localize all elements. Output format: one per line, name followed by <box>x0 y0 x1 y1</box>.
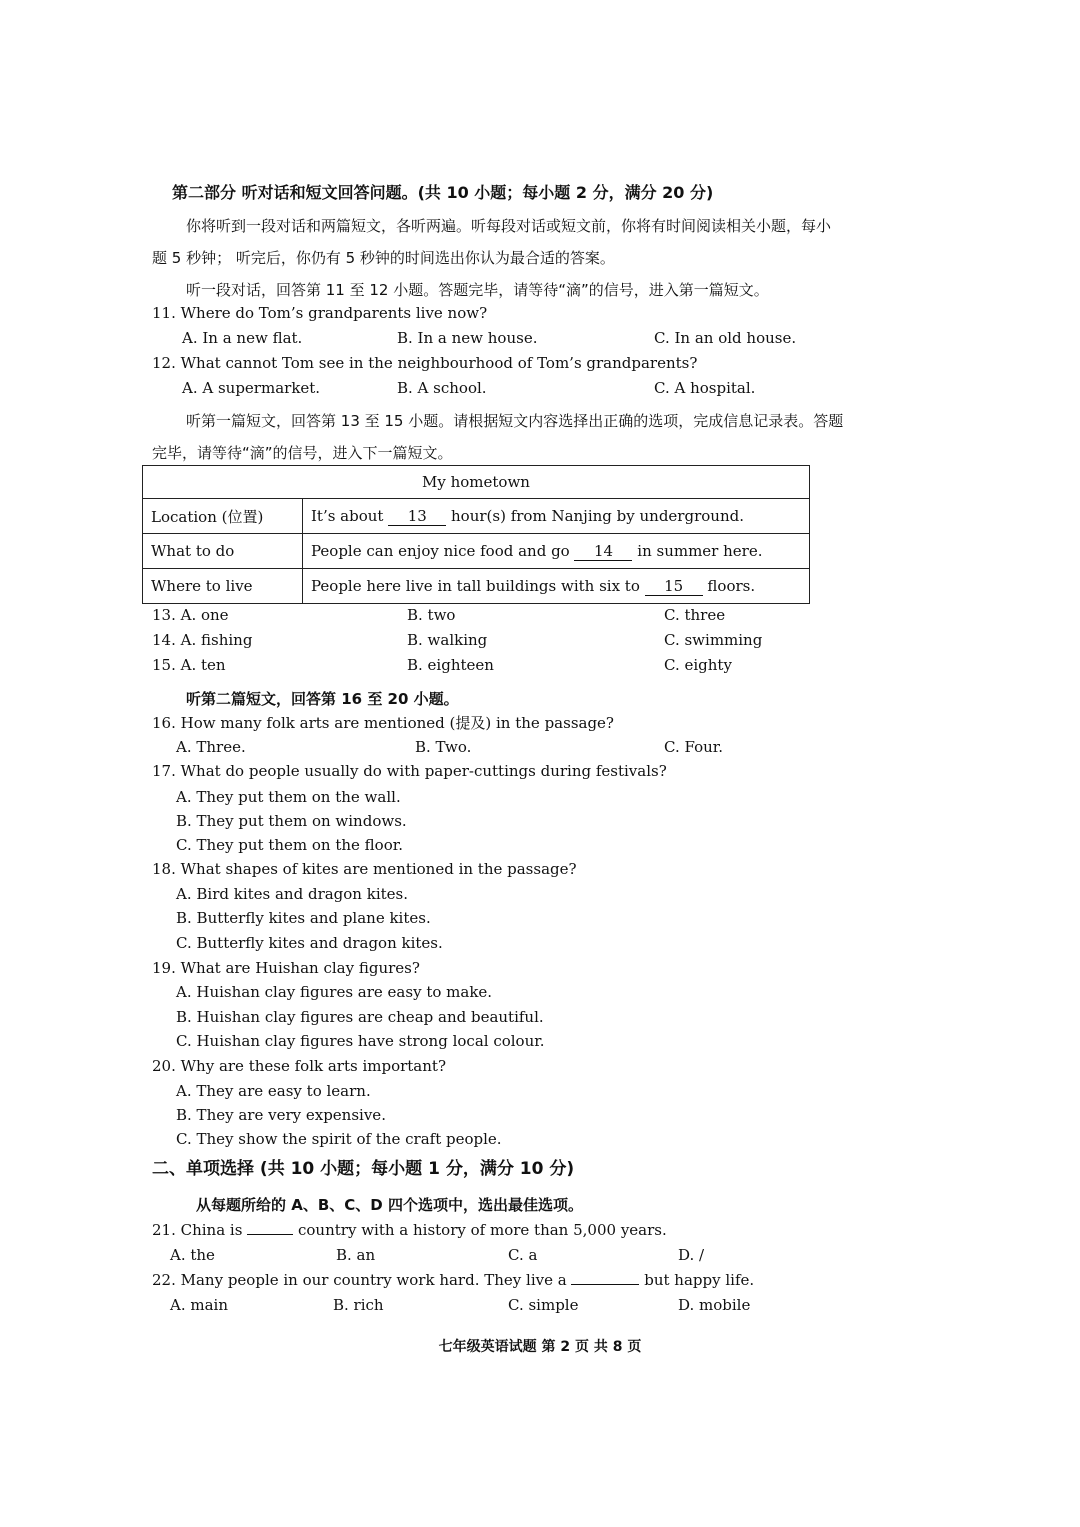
question-11-stem: 11. Where do Tom’s grandparents live now? <box>152 304 488 322</box>
question-11-option-b: B. In a new house. <box>397 329 538 347</box>
question-16-option-c: C. Four. <box>664 738 724 756</box>
question-18-option-a: A. Bird kites and dragon kites. <box>176 885 408 903</box>
page-footer: 七年级英语试题 第 2 页 共 8 页 <box>438 1339 642 1355</box>
table-row-content <box>303 569 810 604</box>
question-11-option-a: A. In a new flat. <box>182 329 303 347</box>
question-22-option-c: C. simple <box>508 1296 579 1314</box>
question-21-option-a: A. the <box>170 1246 215 1264</box>
question-22-blank <box>571 1284 639 1285</box>
table-row-text-post: hour(s) from Nanjing by underground. <box>451 506 744 525</box>
question-12-stem: 12. What cannot Tom see in the neighbourhood of Tom’s grandparents? <box>152 354 698 372</box>
question-22-stem <box>152 1269 754 1291</box>
question-19-option-c: C. Huishan clay figures have strong local colour. <box>176 1032 545 1050</box>
question-22-option-a: A. main <box>170 1296 228 1314</box>
question-16-option-a: A. Three. <box>176 738 246 756</box>
question-12-option-c: C. A hospital. <box>654 379 756 397</box>
table-row-text-pre: People can enjoy nice food and go <box>311 541 570 560</box>
question-21-stem-post: country with a history of more than 5,000 years. <box>298 1221 667 1239</box>
question-18-option-c: C. Butterfly kites and dragon kites. <box>176 934 443 952</box>
question-15-option-b: B. eighteen <box>407 656 494 674</box>
question-17-option-c: C. They put them on the floor. <box>176 836 404 854</box>
section2-instruction: 从每题所给的 A、B、C、D 四个选项中，选出最佳选项。 <box>196 1196 583 1214</box>
question-16-option-b: B. Two. <box>415 738 472 756</box>
question-22-stem-post: but happy life. <box>644 1271 755 1289</box>
table-blank-15: 15 <box>645 577 703 596</box>
question-16-stem: 16. How many folk arts are mentioned (提及) in the passage? <box>152 714 614 732</box>
question-14-option-a: 14. A. fishing <box>152 631 253 649</box>
table-row <box>143 499 810 534</box>
hometown-info-table <box>142 465 810 604</box>
question-19-option-b: B. Huishan clay figures are cheap and beautiful. <box>176 1008 544 1026</box>
question-19-stem: 19. What are Huishan clay figures? <box>152 959 420 977</box>
dialogue-instruction: 听一段对话，回答第 11 至 12 小题。答题完毕，请等待“滴”的信号，进入第一篇短文。 <box>186 281 769 299</box>
question-17-option-a: A. They put them on the wall. <box>176 788 401 806</box>
question-12-option-a: A. A supermarket. <box>182 379 321 397</box>
table-row <box>143 569 810 604</box>
table-row-label: What to do <box>143 534 303 569</box>
question-17-option-b: B. They put them on windows. <box>176 812 407 830</box>
question-11-option-c: C. In an old house. <box>654 329 797 347</box>
table-title: My hometown <box>143 466 810 499</box>
table-title-row <box>143 466 810 499</box>
question-17-stem: 17. What do people usually do with paper-cuttings during festivals? <box>152 762 667 780</box>
question-20-option-b: B. They are very expensive. <box>176 1106 386 1124</box>
question-22-option-b: B. rich <box>333 1296 384 1314</box>
question-18-stem: 18. What shapes of kites are mentioned in the passage? <box>152 860 577 878</box>
table-blank-14: 14 <box>574 542 632 561</box>
passage1-instruction-line1: 听第一篇短文，回答第 13 至 15 小题。请根据短文内容选择出正确的选项，完成信息记录表。答题 <box>186 412 844 430</box>
question-21-option-d: D. / <box>678 1246 705 1264</box>
table-row-content <box>303 534 810 569</box>
question-20-option-a: A. They are easy to learn. <box>176 1082 371 1100</box>
table-row-label: Where to live <box>143 569 303 604</box>
part2-instruction-line1: 你将听到一段对话和两篇短文，各听两遍。听每段对话或短文前，你将有时间阅读相关小题，每小 <box>186 217 832 235</box>
question-13-option-b: B. two <box>407 606 456 624</box>
table-row <box>143 534 810 569</box>
table-row-text-pre: People here live in tall buildings with six to <box>311 576 640 595</box>
part2-instruction-line2: 题 5 秒钟； 听完后，你仍有 5 秒钟的时间选出你认为最合适的答案。 <box>152 249 615 267</box>
section2-heading: 二、单项选择 (共 10 小题；每小题 1 分，满分 10 分) <box>152 1159 575 1179</box>
question-13-option-c: C. three <box>664 606 726 624</box>
question-21-option-b: B. an <box>336 1246 376 1264</box>
question-15-option-a: 15. A. ten <box>152 656 226 674</box>
question-20-option-c: C. They show the spirit of the craft people. <box>176 1130 502 1148</box>
question-14-option-c: C. swimming <box>664 631 763 649</box>
question-20-stem: 20. Why are these folk arts important? <box>152 1057 446 1075</box>
question-21-blank <box>247 1234 293 1235</box>
question-22-stem-pre: 22. Many people in our country work hard. They live a <box>152 1271 567 1289</box>
passage1-instruction-line2: 完毕，请等待“滴”的信号，进入下一篇短文。 <box>152 444 453 462</box>
question-12-option-b: B. A school. <box>397 379 487 397</box>
question-21-stem-pre: 21. China is <box>152 1221 243 1239</box>
question-21-stem <box>152 1219 667 1241</box>
table-row-text-pre: It’s about <box>311 506 384 525</box>
question-14-option-b: B. walking <box>407 631 488 649</box>
question-15-option-c: C. eighty <box>664 656 732 674</box>
part2-heading: 第二部分 听对话和短文回答问题。(共 10 小题；每小题 2 分，满分 20 分) <box>172 183 714 202</box>
question-21-option-c: C. a <box>508 1246 538 1264</box>
question-13-option-a: 13. A. one <box>152 606 229 624</box>
table-row-text-post: in summer here. <box>637 541 763 560</box>
passage2-instruction: 听第二篇短文，回答第 16 至 20 小题。 <box>186 690 459 708</box>
table-row-content <box>303 499 810 534</box>
question-19-option-a: A. Huishan clay figures are easy to make. <box>176 983 493 1001</box>
table-row-label: Location (位置) <box>143 499 303 534</box>
question-22-option-d: D. mobile <box>678 1296 751 1314</box>
table-blank-13: 13 <box>388 507 446 526</box>
table-row-text-post: floors. <box>707 576 756 595</box>
question-18-option-b: B. Butterfly kites and plane kites. <box>176 909 431 927</box>
